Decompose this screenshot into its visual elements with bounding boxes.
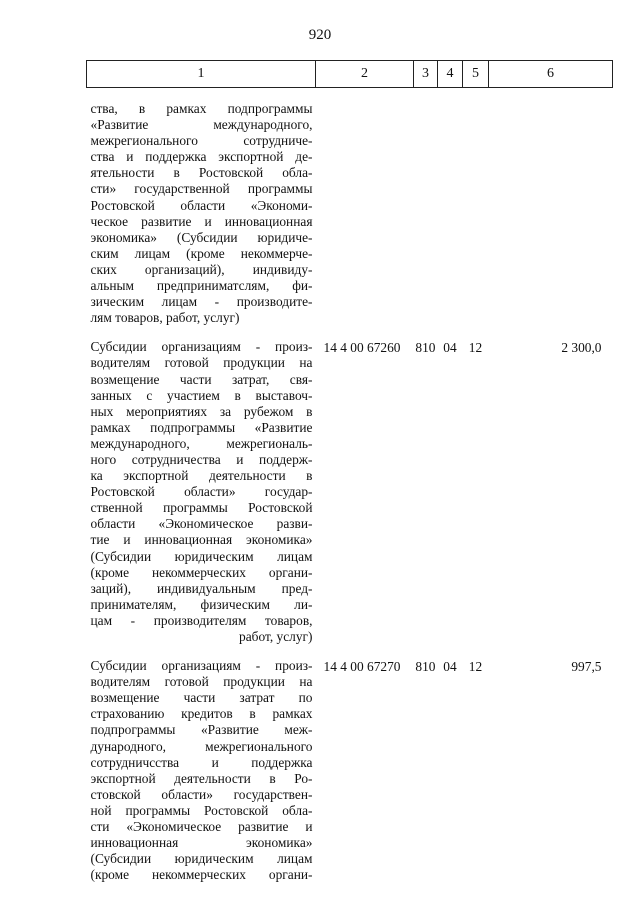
description-line: ским лицам (кроме некоммерче- (90, 245, 313, 261)
table-body (87, 88, 613, 884)
table-row (87, 658, 613, 883)
description-line: ских организаций), индивиду- (90, 261, 313, 277)
expense-type: 810 (415, 340, 436, 356)
header-col-5: 5 (463, 61, 489, 88)
description-line: ства и поддержка экспортной де- (90, 149, 313, 165)
row-description (87, 101, 316, 326)
description-line: страхованию кредитов в рамках (90, 706, 313, 722)
description-line: работ, услуг) (239, 629, 313, 644)
description-line: водителям готовой продукции на (90, 355, 313, 371)
description-line: занных с участием в выставоч- (90, 387, 313, 403)
description-line: международного, межрегиональ- (90, 435, 313, 451)
description-line: ческое развитие и инновационная (90, 213, 313, 229)
description-line: ятельности в Ростовской обла- (90, 165, 313, 181)
table-row (87, 339, 613, 645)
description-line: подпрограммы «Развитие меж- (90, 722, 313, 738)
page-number: 920 (308, 27, 332, 43)
description-line: альным предприниматслям, фи- (90, 278, 313, 294)
description-line: инновационная экономика» (90, 835, 313, 851)
description-line: (кроме некоммерческих органи- (90, 867, 313, 883)
subsection: 12 (468, 340, 483, 356)
target-article-code: 14 4 00 67270 (323, 659, 401, 675)
description-line: Субсидии организациям - произ- (90, 339, 313, 355)
description-line: экономика» (Субсидии юридиче- (90, 229, 313, 245)
amount: 2 300,0 (561, 340, 602, 356)
subsection: 12 (468, 659, 483, 675)
amount (489, 101, 613, 326)
row-description (87, 658, 316, 883)
description-line: (Субсидии юридическим лицам (90, 851, 313, 867)
description-line: сти» государственной программы (90, 181, 313, 197)
description-line: «Развитие международного, (90, 117, 313, 133)
description-line: возмещение части затрат по (90, 690, 313, 706)
description-line: зическим лицам - производите- (90, 294, 313, 310)
description-line: (Субсидии юридическим лицам (90, 548, 313, 564)
description-line: экспортной деятельности в Ро- (90, 770, 313, 786)
description-line: цам - производителям товаров, (90, 612, 313, 628)
target-article-code: 14 4 00 67260 (323, 340, 401, 356)
row-description (87, 339, 316, 645)
header-col-4: 4 (438, 61, 463, 88)
description-line: ка экспортной деятельности в (90, 468, 313, 484)
description-line: возмещение части затрат, свя- (90, 371, 313, 387)
target-article-code (316, 101, 414, 326)
header-col-6: 6 (489, 61, 613, 88)
description-line: сотрудничсства и поддержка (90, 754, 313, 770)
description-line: ственной программы Ростовской (90, 500, 313, 516)
description-line: рамках подпрограммы «Развитие (90, 419, 313, 435)
description-line: дународного, межрегионального (90, 738, 313, 754)
description-line: Субсидии организациям - произ- (90, 658, 313, 674)
description-line: принимателям, физическим ли- (90, 596, 313, 612)
description-line: лям товаров, работ, услуг) (90, 310, 240, 326)
description-line: области «Экономическое разви- (90, 516, 313, 532)
description-line: Ростовской области» государ- (90, 484, 313, 500)
description-line: ных мероприятиях за рубежом в (90, 403, 313, 419)
amount: 997,5 (571, 659, 602, 675)
expense-type (414, 101, 438, 326)
section: 04 (443, 340, 457, 356)
header-col-1: 1 (87, 61, 316, 88)
description-line: ного сотрудничества и поддерж- (90, 451, 313, 467)
description-line: стовской области» государствен- (90, 786, 313, 802)
section: 04 (443, 659, 457, 675)
description-line: (кроме некоммерческих органи- (90, 564, 313, 580)
description-line: тие и инновационная экономика» (90, 532, 313, 548)
description-line: ства, в рамках подпрограммы (90, 101, 313, 116)
description-line: межрегионального сотрудниче- (90, 133, 313, 149)
description-line: ной программы Ростовской обла- (90, 802, 313, 818)
table-header (87, 61, 613, 88)
description-line: водителям готовой продукции на (90, 674, 313, 690)
section (438, 101, 463, 326)
subsection (463, 101, 489, 326)
budget-table (86, 60, 613, 883)
description-line: Ростовской области «Экономи- (90, 197, 313, 213)
description-line: заций), индивидуальным пред- (90, 580, 313, 596)
description-line: сти «Экономическое развитие и (90, 819, 313, 835)
expense-type: 810 (415, 659, 436, 675)
table-row (87, 101, 613, 326)
header-col-2: 2 (316, 61, 414, 88)
header-col-3: 3 (414, 61, 438, 88)
